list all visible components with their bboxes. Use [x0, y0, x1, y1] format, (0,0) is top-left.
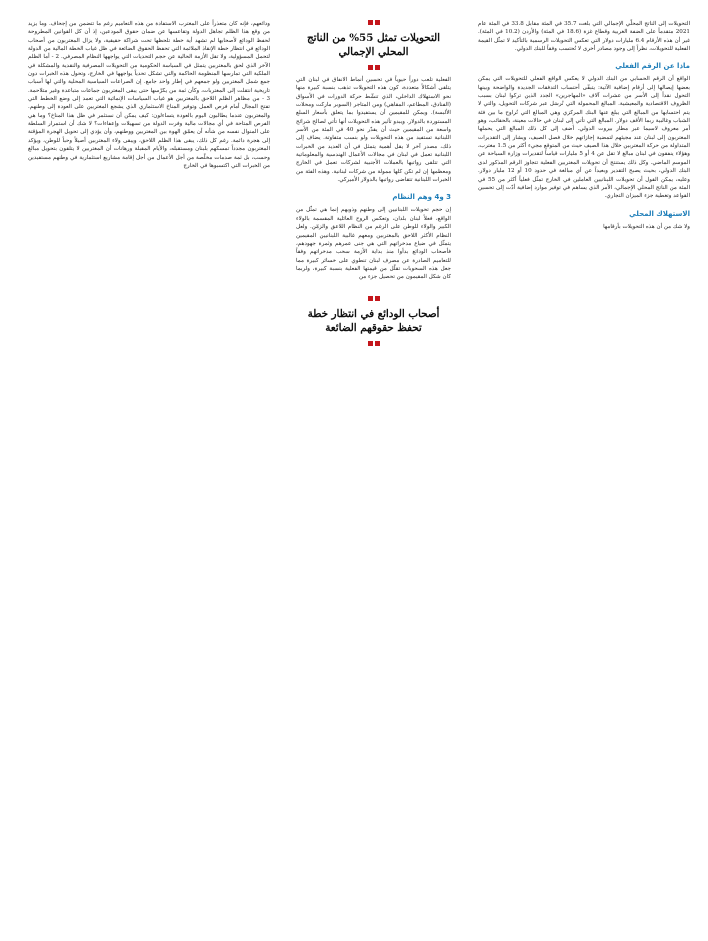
subheading-local-consumption: الاستهلاك المحلي [629, 209, 690, 218]
left-body-paragraph: ودائعهم، فإنه كان متعذراً على المغترب الاستفادة من هذه التعاميم رغم ما تتضمن من إجحاف. وما يزيد من وقع هذا الظلم تجاهل الدولة وتقاعسها عن ضمان حقوق المودعين، إذ أن كل القوانين المطروحة لحفظ الودائع لأصحابها لم تشهد أية خطة تلحظها تحت شراكة حقيقية، ولا يزال المغتربون من أصحاب الودائع في انتظار خطة الإنقاذ الملائمة التي تحفظ الحقوق الضائعة في ظل غياب الخطة المالية من الدولة لتحمل المسؤولية، ولا تقل الأزمة الحالية عن حجم التحديات التي يواجهها النظام المصرفي. 2 - أما الظلم الآخر الذي لحق بالمغتربين يتمثل في السياسة الحكومية من التحويلات المصرفية والنقدية والمشكلة في الملكية التي تمارسها المنظومة الحاكمة والتي تشكل تحدياً يواجهها في الخارج، وتحول هذه الخبرات دون جمع شمل المغتربين ولو جمعهم في إطار واحد جامع. إن الصراعات السياسية المحلية والتي لها أسباب تاريخية انتقلت إلى المغتربات، وكأن ثمة من يكرّسها حتى يبقى المغتربون جماعات متباعدة وغير متلاحمة. 3 - من مظاهر الظلم اللاحق بالمغتربين هو غياب السياسات الإنمائية التي تعمد إلى وضع الخطط التي تفتح المجال أمام فرص العمل وتوفير المناخ الاستثماري الذي يشجع المغتربين على العودة إلى وطنهم. والمغتربون عندما يطالبون اليوم بالعودة يتساءلون: كيف يمكن أن نستثمر في ظل هذا المناخ؟ وما هي الفرص المتاحة في أي مجالات مالية وفرت الدولة من تسهيلات وإعفاءات؟ لا شك أن استمرار السلطة على المنوال نفسه من شأنه أن يعمّق الهوة بين المغتربين ووطنهم، وأن يؤدي إلى تحويل الهجرة المؤقتة إلى هجرة دائمة. رغم كل ذلك، يبقى هذا الظلم اللاحق، ويبقى ولاء المغتربين أصيلاً وحباً للوطن، ويؤكد المغتربون مجدداً تمسكهم بلبنان ومستقبله، والأيام المقبلة ورهانات أن المغتربين لا يتلقون بتحويل مبالغ وحسب، بل ثمة صدمات مخلّصة من أجل الأعمال من أجل إقامة مشاريع استثمارية في وطنهم مستفيدين من الخبرات التي اكتسبوها في الخارج [28, 21, 270, 169]
right-intro-paragraph: التحويلات إلى الناتج المحلّي الإجمالي التي بلغت 35.7 في المئة مقابل 33.8 في المئة عام 2021 متقدماً على الضفة الغربية وقطاع غزة (18.6 في المئة) والأردن (10.2 في المئة). غير أن هذه الأرقام 6.4 مليارات دولار التي تعكس التحويلات الرسمية بالتأكيد لا تمثّل القيمة الفعلية للتحويلات، نظراً إلى وجود مصادر أخرى لا تُحتسب وفقاً للبنك الدولي. [478, 21, 691, 53]
right-body-paragraph: الواقع أن الرقم الحسابي من البنك الدولي لا يعكس الواقع الفعلي للتحويلات التي يمكن بعضها إيصالها إلى أرقام إضافية الآتية: يتبقّى أحتساب التدفقات الجديدة والواضحة وبينها التحول نقداً إلى الأسر من عشرات آلاف «المهاجرين» الجدد الذين تركوا لبنان بسبب الظروف الاقتصادية والمعيشية. المبالغ المحمولة التي تُرسَل عبر شركات التحويل، والتي لا يتم احتسابها من المبالغ التي يبلغ عنها البنك المركزي وهي المبالغ التي تُراوح ما بين فئة الشباب وغالبية ربما الأقف دولار. المبالغ التي تأتي إلى لبنان في حالات معينة، بالحقائب، وهو أمر معروف لاسيما عبر مطار بيروت الدولي. أضف إلى كل ذلك المبالغ التي يحملها المغتربون إلى لبنان عند مجيئهم لتمضية إجازاتهم خلال فصل الصيف، ويشار إلى التقديرات المتداولة من حركة المغتربين خلال هذا الصيف حيث من المتوقع مجيء أكثر من 1.5 مغترب، وهؤلاء ينفقون في لبنان مبالغ لا تقل عن 4 أو 5 مليارات قياساً لتقديرات وزارة السياحة عن الموسم الماضي. وكل ذلك يستنتج أن تحويلات المغتربين الفعلية تتجاوز الرقم المذكور لدى البنك الدولي، بحيث يصبح التقدير وبعيداً عن أي مبالغة في حدود 10 أو 12 مليار دولار. وعليه، يمكن القول أن تحويلات اللبنانيين العاملين في الخارج تمثّل فعلياً أكثر من 55 في المئة من الناتج المحلي الإجمالي، الأمر الذي يساهم في توفير موارد إضافية أدّت إلى تحسين القواعد وتغطية جزء الميزان التجاري. [478, 76, 691, 200]
right-closing-line: ولا شك من أن هذه التحويلات بأرقامها [603, 223, 690, 230]
middle-body-paragraph: الفعلية تلعب دوراً حيوياً في تحسين أنماط الانفاق في لبنان التي يتلقى أشكالاً متعددة، كون هذه التحويلات تذهب بنسبة كبيرة منها نحو الاستهلاك الداخلي، الذي تنشّط حركة الدورات في الأسواق (الفنادق، المطاعم، المقاهي) ومن المتاجر (السوبر ماركت ومحلات الألبسة). ويمكن للمقيمين أن يستفيدوا بما يتعلق بأسعار السلع المستوردة بالدولار. ويبدو تأثير هذه التحويلات أنها تأتي لصالح شرائح واسعة من المقيمين حيث أن يقدّر نحو 40 في المئة من الأسر اللبنانية تستفيد من هذه التحويلات ولو بنسب متفاوتة. يضاف إلى ذلك، مصدر آخر لا يقل أهمية يتمثل في أن العديد من الخبرات اللبنانية تعمل في لبنان في مجالات الأعمال الهندسية والمعلوماتية التي تتلقى رواتبها بالعملات الأجنبية لشركات تعمل في الخارج ومعظمها إن لم تكن كلها ممولة من شركات لبنانية. وهذه الفئة من الخبرات اللبنانية تتقاضى رواتبها بالدولار الأميركي. [295, 77, 451, 184]
red-squares-ornament [296, 296, 451, 301]
middle-column [296, 20, 451, 352]
subheading-system-injustice: 3 و4 وهم النظام [392, 193, 451, 202]
headline-depositors: أصحاب الودائع في انتظار خطة تحفظ حقوقهم الضائعة [307, 307, 440, 334]
subheading-actual-figure: ماذا عن الرقم الفعلي [615, 62, 690, 71]
headline-remittances-share: التحويلات تمثل 55% من الناتج المحلي الإجمالي [306, 32, 441, 58]
red-squares-ornament [296, 341, 451, 346]
middle-body-paragraph-2: إن حجم تحويلات اللبنانيين إلى وطنهم وذويهم إنما هي تمثّل من الواقع، فعلاً لبنان بلدان، وتعكس الروح العائلية المقسمة بالولاء الكبير والولاء للوطن على الرغم من النظام اللاعق والزمّن. ولعل النظام الأكثر اللاحق بالمغتربين ومعهم غالبية اللبنانيين المقيمين يتمثّل في ضياع مدخراتهم التي هي جنى عمرهم وثمرة جهودهم، فأصحاب الودائع بدأوا منذ بداية الأزمة سحب مدخراتهم وفقاً للتعاميم الصادرة عن مصرف لبنان تنطوي على خسائر كبيرة مما جعل هذه السحوبات تقلّل من قيمتها الفعلية بنسبة كبيرة، ولربما كان شكل المقيمون من تحصيل جزء من [296, 207, 451, 281]
red-squares-ornament [296, 65, 451, 70]
left-column [28, 20, 270, 170]
right-column [478, 20, 690, 231]
red-squares-ornament [296, 20, 451, 25]
